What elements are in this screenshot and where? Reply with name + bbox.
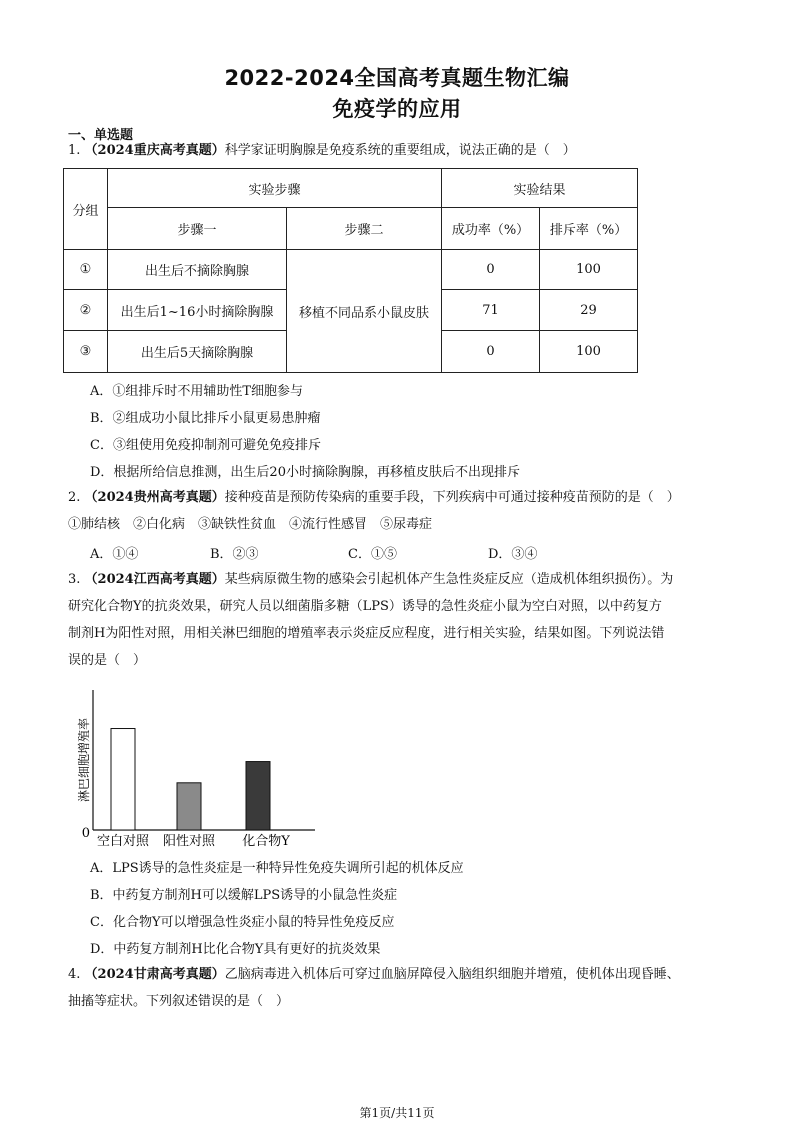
section-heading: 一、单选题 <box>68 128 134 143</box>
option-d: D．③④ <box>488 547 538 562</box>
option-a: A．①组排斥时不用辅助性T细胞参与 <box>90 384 304 399</box>
cell-reject: 100 <box>540 250 638 290</box>
cell-step1: 出生后不摘除胸腺 <box>108 250 287 290</box>
header-steps: 实验步骤 <box>108 169 442 208</box>
question-source: （2024贵州高考真题） <box>84 490 225 505</box>
header-success-rate: 成功率（%） <box>442 208 540 250</box>
question-3-line3: 制剂H为阳性对照，用相关淋巴细胞的增殖率表示炎症反应程度，进行相关实验，结果如图。下列说法错 <box>68 626 665 641</box>
option-a: A．LPS诱导的急性炎症是一种特异性免疫失调所引起的机体反应 <box>90 861 464 876</box>
option-c: C．①⑤ <box>348 547 397 562</box>
cell-step1: 出生后5天摘除胸腺 <box>108 331 287 373</box>
question-2-items: ①肺结核 ②白化病 ③缺铁性贫血 ④流行性感冒 ⑤尿毒症 <box>68 517 433 532</box>
header-step2: 步骤二 <box>287 208 442 250</box>
bar-chart <box>70 680 330 850</box>
cell-group: ① <box>64 250 108 290</box>
origin-label: 0 <box>81 826 90 841</box>
cell-success: 71 <box>442 290 540 331</box>
question-number: 4. <box>68 967 81 982</box>
question-2-stem <box>68 489 680 507</box>
question-text: 科学家证明胸腺是免疫系统的重要组成，说法正确的是（ ） <box>224 143 576 158</box>
table-row <box>64 250 638 290</box>
bar-2 <box>177 783 201 830</box>
header-group: 分组 <box>64 169 108 250</box>
option-d: D．中药复方制剂H比化合物Y具有更好的抗炎效果 <box>90 942 381 957</box>
option-d: D．根据所给信息推测，出生后20小时摘除胸腺，再移植皮肤后不出现排斥 <box>90 465 520 480</box>
cell-success: 0 <box>442 331 540 373</box>
question-number: 1. <box>68 143 81 158</box>
bar-1 <box>111 729 135 830</box>
question-text: 某些病原微生物的感染会引起机体产生急性炎症反应（造成机体组织损伤）。为 <box>224 572 674 587</box>
x-tick-label: 空白对照 <box>96 834 150 849</box>
cell-group: ③ <box>64 331 108 373</box>
header-step1: 步骤一 <box>108 208 287 250</box>
cell-group: ② <box>64 290 108 331</box>
question-3-line4: 误的是（ ） <box>68 653 147 668</box>
option-b: B．中药复方制剂H可以缓解LPS诱导的小鼠急性炎症 <box>90 888 398 903</box>
cell-reject: 100 <box>540 331 638 373</box>
question-text: 乙脑病毒进入机体后可穿过血脑屏障侵入脑组织细胞并增殖，使机体出现昏睡、 <box>224 967 680 982</box>
option-c: C．化合物Y可以增强急性炎症小鼠的特异性免疫反应 <box>90 915 395 930</box>
question-4-line2: 抽搐等症状。下列叙述错误的是（ ） <box>68 994 290 1009</box>
question-number: 2. <box>68 490 81 505</box>
cell-step2: 移植不同品系小鼠皮肤 <box>287 250 442 373</box>
page-subtitle: 免疫学的应用 <box>332 97 462 121</box>
page-number: 第1页/共11页 <box>359 1106 435 1120</box>
option-b: B．②组成功小鼠比排斥小鼠更易患肿瘤 <box>90 411 321 426</box>
header-rejection-rate: 排斥率（%） <box>540 208 638 250</box>
question-number: 3. <box>68 572 81 587</box>
question-1-stem <box>68 142 576 160</box>
question-text: 接种疫苗是预防传染病的重要手段，下列疾病中可通过接种疫苗预防的是（ ） <box>224 490 680 505</box>
option-b: B．②③ <box>210 547 259 562</box>
question-3-line2: 研究化合物Y的抗炎效果，研究人员以细菌脂多糖（LPS）诱导的急性炎症小鼠为空白对照，以中药复方 <box>68 599 662 614</box>
experiment-table <box>63 168 638 373</box>
question-source: （2024重庆高考真题） <box>84 143 225 158</box>
page-title: 2022-2024全国高考真题生物汇编 <box>224 66 570 90</box>
x-tick-label: 阳性对照 <box>162 834 216 849</box>
option-c: C．③组使用免疫抑制剂可避免免疫排斥 <box>90 438 321 453</box>
question-4-stem <box>68 966 680 984</box>
header-results: 实验结果 <box>442 169 638 208</box>
question-source: （2024甘肃高考真题） <box>84 967 225 982</box>
question-3-stem <box>68 571 673 589</box>
bar-3 <box>246 762 270 830</box>
option-a: A．①④ <box>90 547 139 562</box>
cell-reject: 29 <box>540 290 638 331</box>
cell-success: 0 <box>442 250 540 290</box>
x-tick-label: 化合物Y <box>242 834 290 849</box>
cell-step1: 出生后1~16小时摘除胸腺 <box>108 290 287 331</box>
y-axis-label: 淋巴细胞增殖率 <box>77 717 91 803</box>
question-source: （2024江西高考真题） <box>84 572 225 587</box>
